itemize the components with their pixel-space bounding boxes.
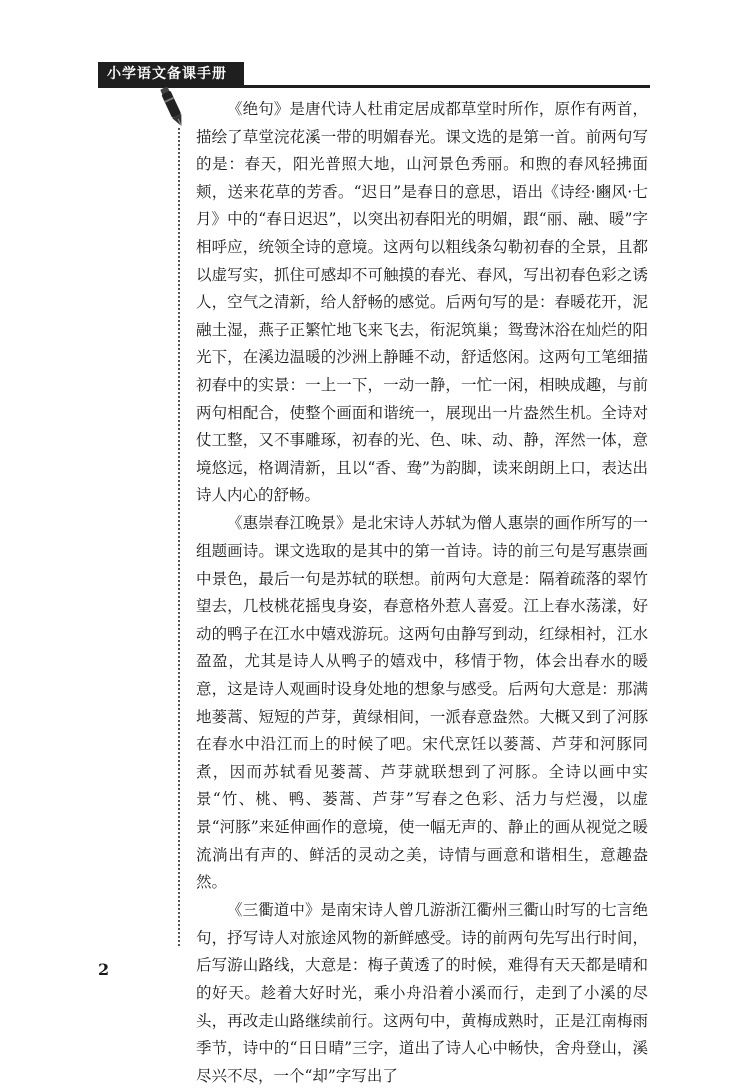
paragraph-sanqu: 《三衢道中》是南宋诗人曾几游浙江衢州三衢山时写的七言绝句，抒写诗人对旅途风物的新鲜感受。诗的前两句先写出行时间，后写游山路线，大意是：梅子黄透了的时候，难得有天天都是晴和的好天。趁着大好时光，乘小舟沿着小溪而行，走到了小溪的尽头，再改走山路继续前行。这两句中，黄梅成熟时，正是江南梅雨季节，诗中的“日日晴”三字，道出了诗人心中畅快，舍舟登山，溪尽兴不尽，一个“却”字写出了 (196, 901, 648, 1085)
page-number: 2 (98, 960, 110, 979)
pen-icon (158, 86, 188, 130)
paragraph-huichong: 《惠崇春江晚景》是北宋诗人苏轼为僧人惠崇的画作所写的一组题画诗。课文选取的是其中的第一首诗。诗的前三句是写惠崇画中景色，最后一句是苏轼的联想。前两句大意是：隔着疏落的翠竹望去，几枝桃花摇曳身姿，春意格外惹人喜爱。江上春水荡漾，好动的鸭子在江水中嬉戏游玩。这两句由静写到动，红绿相衬，江水盈盈，尤其是诗人从鸭子的嬉戏中，移情于物，体会出春水的暖意，这是诗人观画时设身处地的想象与感受。后两句大意是：那满地蒌蒿、短短的芦芽，黄绿相间，一派春意盎然。大概又到了河豚在春水中沿江而上的时候了吧。宋代烹饪以蒌蒿、芦芽和河豚同煮，因而苏轼看见蒌蒿、芦芽就联想到了河豚。全诗以画中实景“竹、桃、鸭、蒌蒿、芦芽”写春之色彩、活力与烂漫，以虚景“河豚”来延伸画作的意境，使一幅无声的、静止的画从视觉之暖流淌出有声的、鲜活的灵动之美，诗情与画意和谐相生，意趣盎然。 (196, 514, 648, 892)
main-text (196, 96, 648, 1091)
margin-dotted-line (178, 128, 180, 946)
paragraph-jueju: 《绝句》是唐代诗人杜甫定居成都草堂时所作，原作有两首，描绘了草堂浣花溪一带的明媚春光。课文选的是第一首。前两句写的是：春天，阳光普照大地，山河景色秀丽。和煦的春风轻拂面颊，送来花草的芳香。“迟日”是春日的意思，语出《诗经·豳风·七月》中的“春日迟迟”，以突出初春阳光的明媚，跟“丽、融、暖”字相呼应，统领全诗的意境。这两句以粗线条勾勒初春的全景，且都以虚写实，抓住可感却不可触摸的春光、春风，写出初春色彩之诱人，空气之清新，给人舒畅的感觉。后两句写的是：春暖花开，泥融土湿，燕子正繁忙地飞来飞去，衔泥筑巢；鸳鸯沐浴在灿烂的阳光下，在溪边温暖的沙洲上静睡不动，舒适悠闲。这两句工笔细描初春中的实景：一上一下，一动一静，一忙一闲，相映成趣，与前两句相配合，使整个画面和谐统一，展现出一片盎然生机。全诗对仗工整，又不事雕琢，初春的光、色、味、动、静，浑然一体，意境悠远，格调清新，且以“香、鸯”为韵脚，读来朗朗上口，表达出诗人内心的舒畅。 (196, 100, 648, 505)
book-title-tab: 小学语文备课手册 (98, 62, 244, 86)
